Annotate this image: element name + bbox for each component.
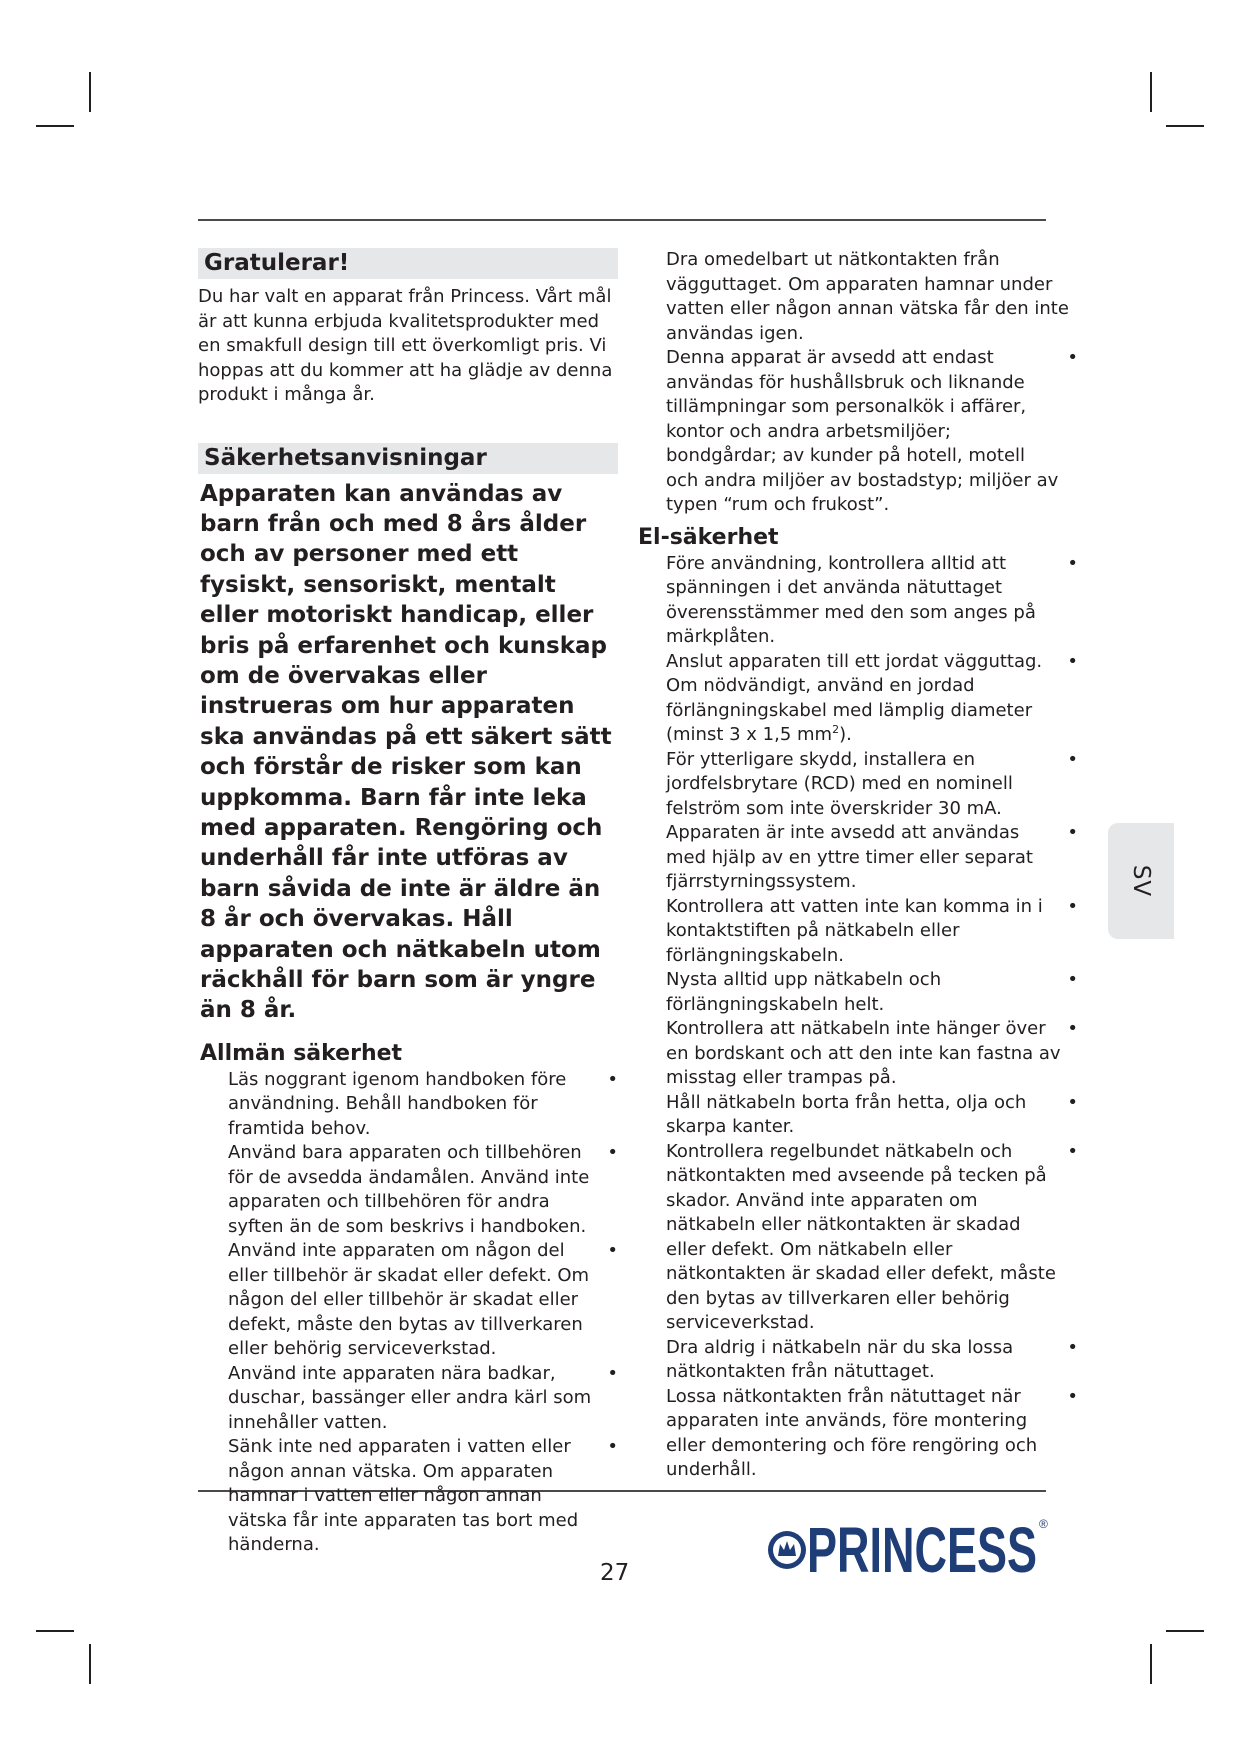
general-safety-heading: Allmän säkerhet xyxy=(200,1040,403,1066)
left-column xyxy=(198,248,618,1558)
bullet-icon: • xyxy=(607,1436,618,1458)
crop-mark xyxy=(1150,1644,1152,1684)
electrical-safety-list xyxy=(638,552,1078,1483)
crop-mark xyxy=(36,125,74,127)
bullet-icon: • xyxy=(607,1068,618,1090)
list-item: Lossa nätkontakten från nätuttaget när apparaten inte används, före montering eller demontering och före rengöring och underhåll. • xyxy=(666,1385,1078,1480)
bullet-icon: • xyxy=(1067,650,1078,672)
list-item: Använd inte apparaten om någon del eller tillbehör är skadat eller defekt. Om någon del eller tillbehör är skadat eller defekt, måste den bytas av tillverkaren eller behörig serviceverkstad. • xyxy=(228,1240,618,1360)
bullet-icon: • xyxy=(1067,347,1078,368)
list-item: Sänk inte ned apparaten i vatten eller någon annan vätska. Om apparaten hamnar i vatten eller någon annan vätska får inte apparaten tas bort med händerna. • xyxy=(228,1436,618,1556)
bullet-icon: • xyxy=(1067,552,1078,574)
bullet-icon: • xyxy=(1067,1385,1078,1407)
list-item: Nysta alltid upp nätkabeln och förlängningskabeln helt. • xyxy=(666,969,1078,1015)
list-item: Före användning, kontrollera alltid att spänningen i det använda nätuttaget överensstämmer med den som anges på märkplåten. • xyxy=(666,552,1078,647)
registered-mark: ® xyxy=(1039,1517,1048,1531)
intro-text: Du har valt en apparat från Princess. Vårt mål är att kunna erbjuda kvalitetsprodukter med en smakfull design till ett överkomligt pris. Vi hoppas att du kommer att ha glädje av denna produkt i många år. xyxy=(198,286,613,405)
language-tab xyxy=(1108,823,1174,939)
bullet-icon: • xyxy=(1067,1336,1078,1358)
safety-warning: Apparaten kan användas av barn från och med 8 års ålder och av personer med ett fysiskt, sensoriskt, mentalt eller motoriskt handicap, eller bris på erfarenhet och kunskap om de övervakas eller instrueras om hur apparaten ska användas på ett säkert sätt och förstår de risker som kan uppkomma. Barn får inte leka med apparaten. Rengöring och underhåll får inte utföras av barn såvida de inte är äldre än 8 år och övervakas. Håll apparaten och nätkabeln utom räckhåll för barn som är yngre än 8 år. xyxy=(200,480,612,1024)
list-item: För ytterligare skydd, installera en jordfelsbrytare (RCD) med en nominell felström som inte överskrider 30 mA. • xyxy=(666,748,1078,819)
crop-mark xyxy=(36,1630,74,1632)
continued-text: Dra omedelbart ut nätkontakten från vägguttaget. Om apparaten hamnar under vatten eller någon annan vätska får den inte användas igen. xyxy=(666,249,1069,344)
bullet-icon: • xyxy=(607,1142,618,1164)
language-code: SV xyxy=(1128,864,1154,898)
crop-mark xyxy=(1166,1630,1204,1632)
list-item: Kontrollera att vatten inte kan komma in i kontaktstiften på nätkabeln eller förlängningskabeln. • xyxy=(666,895,1078,966)
list-item: Anslut apparaten till ett jordat vägguttag. Om nödvändigt, använd en jordad förlängningskabel med lämplig diameter (minst 3 x 1,5 $mm^2$). • xyxy=(666,650,1078,745)
bullet-icon: • xyxy=(1067,895,1078,917)
crop-mark xyxy=(1166,125,1204,127)
logo-wordmark: PRINCESS xyxy=(807,1514,1037,1586)
crop-mark xyxy=(89,1644,91,1684)
crown-icon xyxy=(768,1531,806,1569)
list-item: Kontrollera att nätkabeln inte hänger över en bordskant och att den inte kan fastna av misstag eller trampas på. • xyxy=(666,1018,1078,1088)
bullet-icon: • xyxy=(1067,1018,1078,1039)
intended-use-text: Denna apparat är avsedd att endast användas för hushållsbruk och liknande tillämpningar som personalkök i affärer, kontor och andra arbetsmiljöer; bondgårdar; av kunder på hotell, motell och andra miljöer av bostadstyp; miljöer av typen “rum och frukost”. • xyxy=(666,347,1078,515)
top-rule xyxy=(198,219,1046,221)
superscript: 2 xyxy=(832,723,840,736)
bullet-icon: • xyxy=(607,1240,618,1262)
bullet-icon: • xyxy=(1067,1140,1078,1162)
bullet-icon: • xyxy=(1067,822,1078,843)
congrats-heading: Gratulerar! xyxy=(198,248,618,279)
list-item: Läs noggrant igenom handboken före användning. Behåll handboken för framtida behov. • xyxy=(228,1068,618,1139)
crop-mark xyxy=(1150,72,1152,112)
bullet-icon: • xyxy=(1067,748,1078,770)
princess-logo xyxy=(765,1508,1050,1588)
safety-heading: Säkerhetsanvisningar xyxy=(198,443,618,474)
electrical-safety-heading: El-säkerhet xyxy=(638,524,779,550)
bullet-icon: • xyxy=(1067,1091,1078,1113)
list-item: Kontrollera regelbundet nätkabeln och nätkontakten med avseende på tecken på skador. Använd inte apparaten om nätkabeln eller nätkontakten är skadad eller defekt. Om nätkabeln eller nätkontakten är skadad eller defekt, måste den bytas av tillverkaren eller behörig serviceverkstad. • xyxy=(666,1140,1078,1333)
list-item: Apparaten är inte avsedd att användas med hjälp av en yttre timer eller separat fjärrstyrningssystem. • xyxy=(666,822,1078,892)
bullet-icon: • xyxy=(607,1362,618,1384)
general-safety-list xyxy=(198,1068,618,1558)
crop-mark xyxy=(89,72,91,112)
list-item: Håll nätkabeln borta från hetta, olja och skarpa kanter. • xyxy=(666,1091,1078,1137)
right-column xyxy=(638,248,1078,1483)
page-number: 27 xyxy=(600,1560,630,1586)
list-item: Dra aldrig i nätkabeln när du ska lossa nätkontakten från nätuttaget. • xyxy=(666,1336,1078,1382)
list-item: Använd inte apparaten nära badkar, duschar, bassänger eller andra kärl som innehåller vatten. • xyxy=(228,1362,618,1433)
list-item: Använd bara apparaten och tillbehören för de avsedda ändamålen. Använd inte apparaten och tillbehören för andra syften än de som beskrivs i handboken. • xyxy=(228,1142,618,1237)
bullet-icon: • xyxy=(1067,969,1078,990)
